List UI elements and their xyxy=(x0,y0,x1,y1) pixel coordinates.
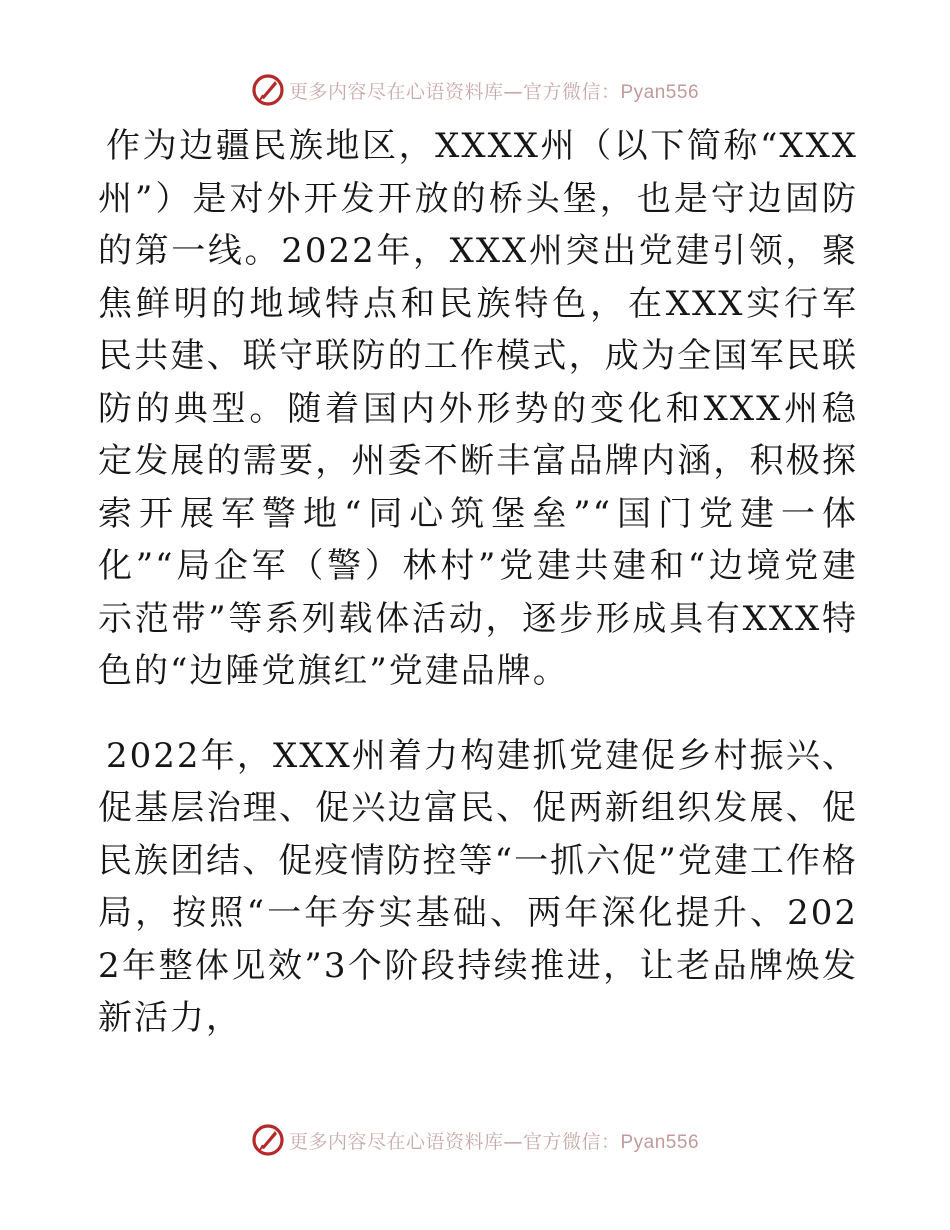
watermark-site-name: 更多内容尽在心语资料库 xyxy=(288,80,504,103)
paragraph-2022-work: 2022年，XXX州着力构建抓党建促乡村振兴、促基层治理、促兴边富民、促两新组织发展、促民族团结、促疫情防控等“一抓六促”党建工作格局，按照“一年夯实基础、两年深化提升、2022年整体见效”3个阶段持续推进，让老品牌焕发新活力， xyxy=(98,735,858,1038)
footer-watermark-banner xyxy=(0,1120,950,1160)
watermark-handle: Pyan556 xyxy=(620,81,700,103)
document-body xyxy=(98,120,858,1045)
watermark-account-label: 官方微信： xyxy=(522,1130,621,1153)
watermark-account-label: 官方微信： xyxy=(522,80,621,103)
watermark-separator: — xyxy=(503,1130,523,1153)
watermark-text xyxy=(289,1127,699,1154)
watermark-handle: Pyan556 xyxy=(620,1131,700,1153)
watermark-site-name: 更多内容尽在心语资料库 xyxy=(288,1130,504,1153)
watermark-text xyxy=(289,77,699,104)
header-watermark-banner xyxy=(0,70,950,110)
watermark-separator: — xyxy=(503,80,523,103)
quill-pen-logo-icon xyxy=(251,73,285,107)
paragraph-intro: 作为边疆民族地区，XXXX州（以下简称“XXX州”）是对外开发开放的桥头堡，也是守边固防的第一线。2022年，XXX州突出党建引领，聚焦鲜明的地域特点和民族特色，在XXX实行军民共建、联守联防的工作模式，成为全国军民联防的典型。随着国内外形势的变化和XXX州稳定发展的需要，州委不断丰富品牌内涵，积极探索开展军警地“同心筑堡垒”“国门党建一体化”“局企军（警）林村”党建共建和“边境党建示范带”等系列载体活动，逐步形成具有XXX特色的“边陲党旗红”党建品牌。 xyxy=(98,126,858,691)
quill-pen-logo-icon xyxy=(251,1123,285,1157)
